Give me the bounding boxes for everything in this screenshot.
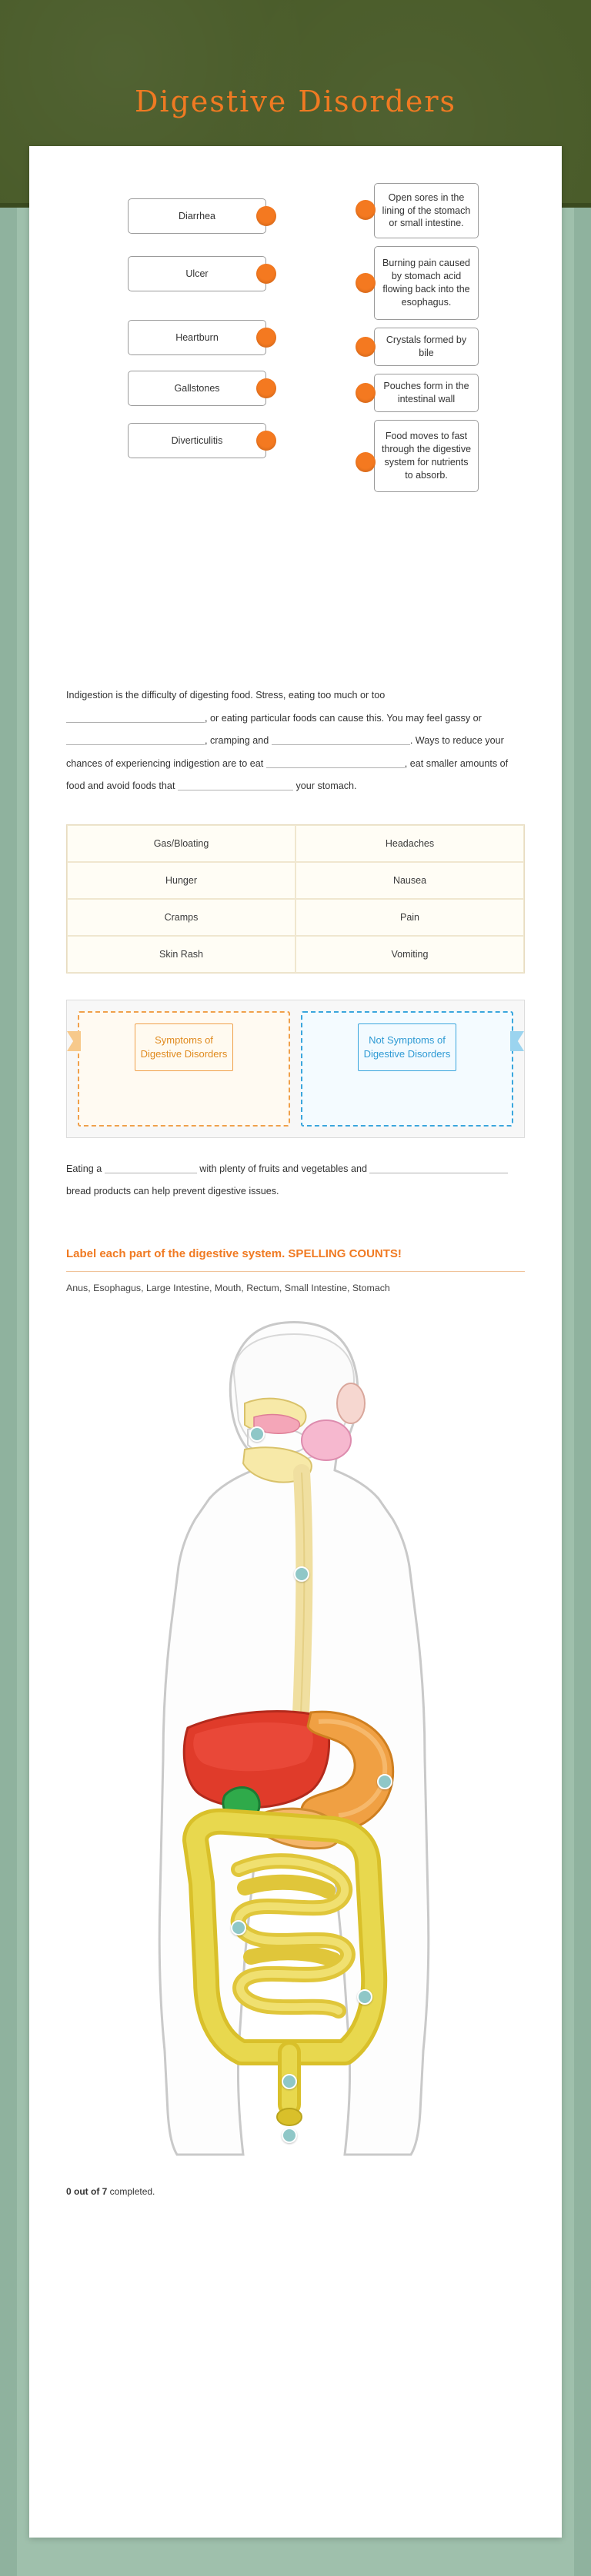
labeling-word-list: Anus, Esophagus, Large Intestine, Mouth, Rectum, Small Intestine, Stomach: [66, 1282, 390, 1293]
paragraph-text-3: may feel gassy or: [406, 712, 482, 724]
blank-input-5[interactable]: [178, 779, 293, 790]
word-bank-item[interactable]: Pain: [296, 899, 524, 936]
page-title: Digestive Disorders: [134, 85, 457, 118]
definition-label: Pouches form in the intestinal wall: [383, 381, 469, 404]
hotspot-anus[interactable]: [282, 2128, 297, 2143]
definition-box-1[interactable]: [374, 183, 479, 238]
blank-input-6[interactable]: [105, 1162, 197, 1173]
definition-box-5[interactable]: [374, 420, 479, 492]
paragraph-text-2: , or eating particular foods can cause this. You: [205, 712, 403, 724]
ribbon-right-icon: [510, 1031, 524, 1051]
connector-dot-term-4[interactable]: [256, 378, 276, 398]
progress-suffix: completed.: [107, 2186, 155, 2198]
connector-dot-term-1[interactable]: [256, 206, 276, 226]
term-label: Ulcer: [185, 268, 209, 279]
connector-dot-def-3[interactable]: [356, 337, 376, 357]
torso-illustration: [80, 1313, 511, 2158]
paragraph-text-8: food and avoid foods that: [66, 780, 175, 792]
word-bank-item[interactable]: Nausea: [296, 862, 524, 899]
closing-text-3: fruits and vegetables and: [259, 1163, 367, 1174]
word-bank-item[interactable]: Headaches: [296, 825, 524, 862]
word-bank-table: [66, 824, 525, 973]
drop-zone-symptoms-label: Symptoms of Digestive Disorders: [135, 1023, 233, 1071]
word-bank-item[interactable]: Vomiting: [296, 936, 524, 973]
connector-dot-def-1[interactable]: [356, 200, 376, 220]
term-box-gallstones[interactable]: [128, 371, 266, 406]
worksheet-sheet: [29, 146, 562, 2538]
connector-dot-term-3[interactable]: [256, 328, 276, 348]
definition-box-2[interactable]: [374, 246, 479, 320]
closing-text-1: Eating a: [66, 1163, 102, 1174]
closing-text-5: help prevent digestive issues.: [152, 1185, 279, 1196]
ribbon-left-icon: [67, 1031, 81, 1051]
term-label: Heartburn: [175, 331, 219, 343]
hotspot-stomach[interactable]: [377, 1774, 392, 1789]
word-bank-item[interactable]: Gas/Bloating: [67, 825, 296, 862]
progress-footer: [66, 2174, 525, 2197]
term-label: Diverticulitis: [171, 434, 223, 446]
closing-sentence: [66, 1158, 525, 1203]
connector-dot-term-5[interactable]: [256, 431, 276, 451]
word-bank-item[interactable]: Skin Rash: [67, 936, 296, 973]
definition-label: Crystals formed by bile: [386, 334, 467, 358]
paragraph-text-1: Indigestion is the difficulty of digesting food. Stress, eating too much or too: [66, 690, 386, 701]
paragraph-text-7: , eat smaller amounts of: [404, 757, 509, 769]
definition-box-4[interactable]: [374, 374, 479, 412]
hotspot-mouth[interactable]: [249, 1426, 265, 1442]
blank-input-2[interactable]: [66, 734, 205, 745]
sorting-bins: [66, 1000, 525, 1138]
blank-input-1[interactable]: [66, 711, 205, 723]
paragraph-text-9: your stomach.: [296, 780, 357, 792]
closing-text-2: with plenty of: [199, 1163, 256, 1174]
connector-dot-def-2[interactable]: [356, 273, 376, 293]
digestive-system-diagram: [80, 1313, 511, 2158]
closing-text-4: bread products can: [66, 1185, 149, 1196]
term-box-diarrhea[interactable]: [128, 198, 266, 234]
hotspot-esophagus[interactable]: [294, 1566, 309, 1582]
blank-input-4[interactable]: [266, 757, 405, 768]
paragraph-text-4: , cramping and: [205, 735, 269, 747]
definition-label: Burning pain caused by stomach acid flowing back into the esophagus.: [382, 258, 470, 308]
blank-input-7[interactable]: [369, 1162, 508, 1173]
connector-dot-def-5[interactable]: [356, 452, 376, 472]
hotspot-rectum[interactable]: [282, 2074, 297, 2089]
hotspot-small-intestine[interactable]: [231, 1920, 246, 1935]
term-box-heartburn[interactable]: [128, 320, 266, 355]
indigestion-paragraph: [66, 684, 525, 798]
drop-zone-symptoms[interactable]: [78, 1011, 290, 1127]
page-texture-left: [0, 0, 17, 2576]
definition-label: Food moves to fast through the digestive system for nutrients to absorb.: [381, 431, 472, 481]
matching-exercise: [66, 177, 525, 669]
hotspot-large-intestine[interactable]: [357, 1989, 372, 2005]
word-bank-item[interactable]: Cramps: [67, 899, 296, 936]
drop-zone-not-symptoms-label: Not Symptoms of Digestive Disorders: [358, 1023, 456, 1071]
term-label: Gallstones: [174, 382, 220, 394]
paragraph-text-5: . Ways to reduce your chances of experiencing: [66, 735, 504, 769]
connector-dot-term-2[interactable]: [256, 264, 276, 284]
term-box-diverticulitis[interactable]: [128, 423, 266, 458]
blank-input-3[interactable]: [272, 734, 410, 745]
word-bank-item[interactable]: Hunger: [67, 862, 296, 899]
progress-count: 0 out of 7: [66, 2186, 108, 2198]
drop-zone-not-symptoms[interactable]: [301, 1011, 513, 1127]
paragraph-text-6: indigestion are to eat: [173, 757, 264, 769]
page-texture-right: [574, 0, 591, 2576]
definition-box-3[interactable]: [374, 328, 479, 366]
term-box-ulcer[interactable]: [128, 256, 266, 291]
labeling-instruction: Label each part of the digestive system. SPELLING COUNTS!: [66, 1246, 525, 1272]
connector-dot-def-4[interactable]: [356, 383, 376, 403]
definition-label: Open sores in the lining of the stomach or small intestine.: [382, 191, 471, 229]
term-label: Diarrhea: [179, 210, 215, 221]
